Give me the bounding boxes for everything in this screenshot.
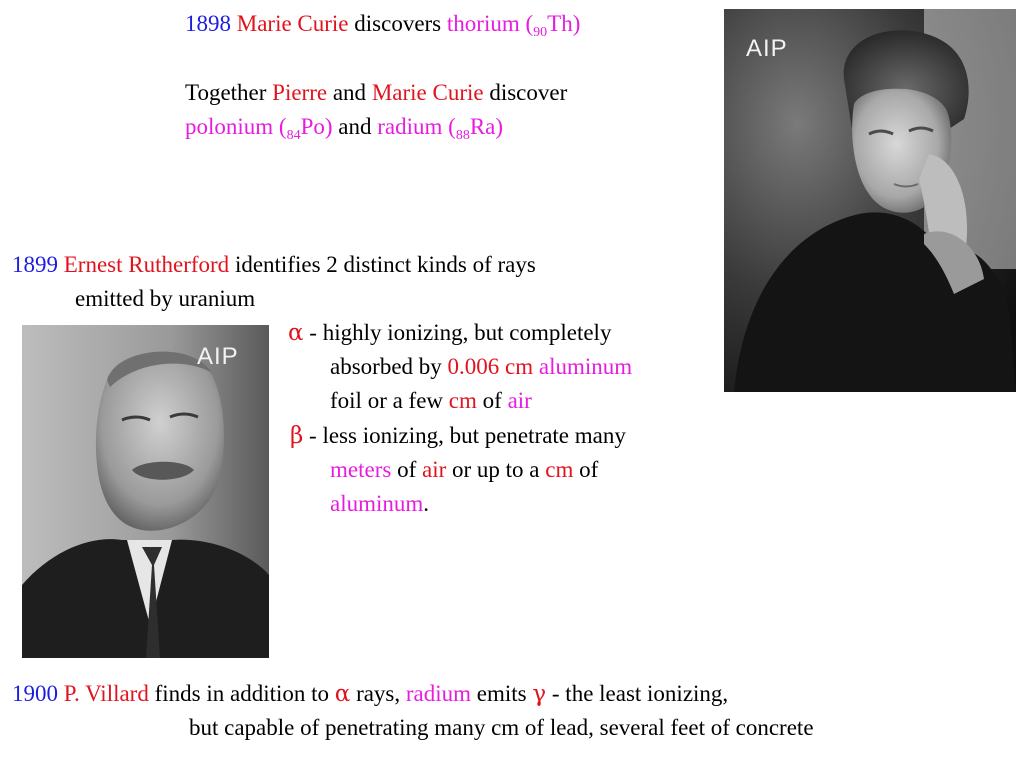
entry-1900-line: 1900 P. Villard finds in addition to α rays, radium emits γ - the least ionizing,	[12, 681, 729, 707]
material-air: air	[507, 388, 532, 413]
person-p-villard: P. Villard	[63, 681, 149, 706]
person-pierre: Pierre	[272, 80, 328, 105]
year-1898: 1898	[185, 11, 231, 36]
element-radium: radium $(_{88}Ra)$	[377, 114, 504, 143]
marie-curie-photo	[724, 9, 1016, 392]
unit-meters: meters	[330, 457, 392, 482]
alpha-symbol-2: α	[334, 681, 351, 707]
value-0006cm: 0.006 cm	[447, 354, 534, 379]
element-radium-2: radium	[405, 681, 472, 706]
material-air-2: air	[421, 457, 447, 482]
rutherford-photo	[22, 325, 269, 658]
element-thorium: thorium $(_{90}Th)$	[446, 11, 581, 40]
year-1899: 1899	[12, 252, 58, 277]
beta-line-2: meters of air or up to a cm of	[330, 457, 599, 482]
beta-line-1: β - less ionizing, but penetrate many	[290, 423, 626, 449]
beta-line-3: aluminum.	[330, 491, 430, 516]
entry-1899-line-2: emitted by uranium	[75, 286, 256, 311]
entry-1898-line	[185, 11, 581, 40]
element-polonium: polonium $(_{84}Po)$	[185, 114, 333, 143]
aip-watermark: AIP	[746, 35, 788, 62]
person-ernest-rutherford: Ernest Rutherford	[63, 252, 230, 277]
unit-cm: cm	[448, 388, 477, 413]
person-marie-curie-2: Marie Curie	[371, 80, 484, 105]
text: discovers	[348, 11, 447, 36]
person-marie-curie: Marie Curie	[236, 11, 349, 36]
polonium-radium-line: polonium $(_{84}Po)$ and radium $(_{88}Ra)$	[185, 114, 504, 143]
rutherford-portrait	[22, 325, 269, 658]
year-1900: 1900	[12, 681, 58, 706]
alpha-line-1: α - highly ionizing, but completely	[288, 320, 612, 346]
alpha-line-3: foil or a few cm of air	[330, 388, 532, 413]
entry-1899-line: 1899 Ernest Rutherford identifies 2 distinct kinds of rays	[12, 252, 536, 277]
alpha-symbol: α	[288, 320, 304, 346]
material-aluminum: aluminum	[538, 354, 633, 379]
material-aluminum-2: aluminum	[330, 491, 424, 516]
unit-cm-2: cm	[545, 457, 574, 482]
gamma-symbol: γ	[532, 681, 547, 707]
beta-symbol: β	[290, 423, 304, 449]
entry-1900-line-2: but capable of penetrating many cm of lead, several feet of concrete	[189, 715, 814, 740]
together-line: Together Pierre and Marie Curie discover	[185, 80, 568, 105]
marie-curie-portrait	[724, 9, 1016, 392]
alpha-line-2: absorbed by 0.006 cm aluminum	[330, 354, 633, 379]
aip-watermark-2: AIP	[197, 343, 239, 370]
